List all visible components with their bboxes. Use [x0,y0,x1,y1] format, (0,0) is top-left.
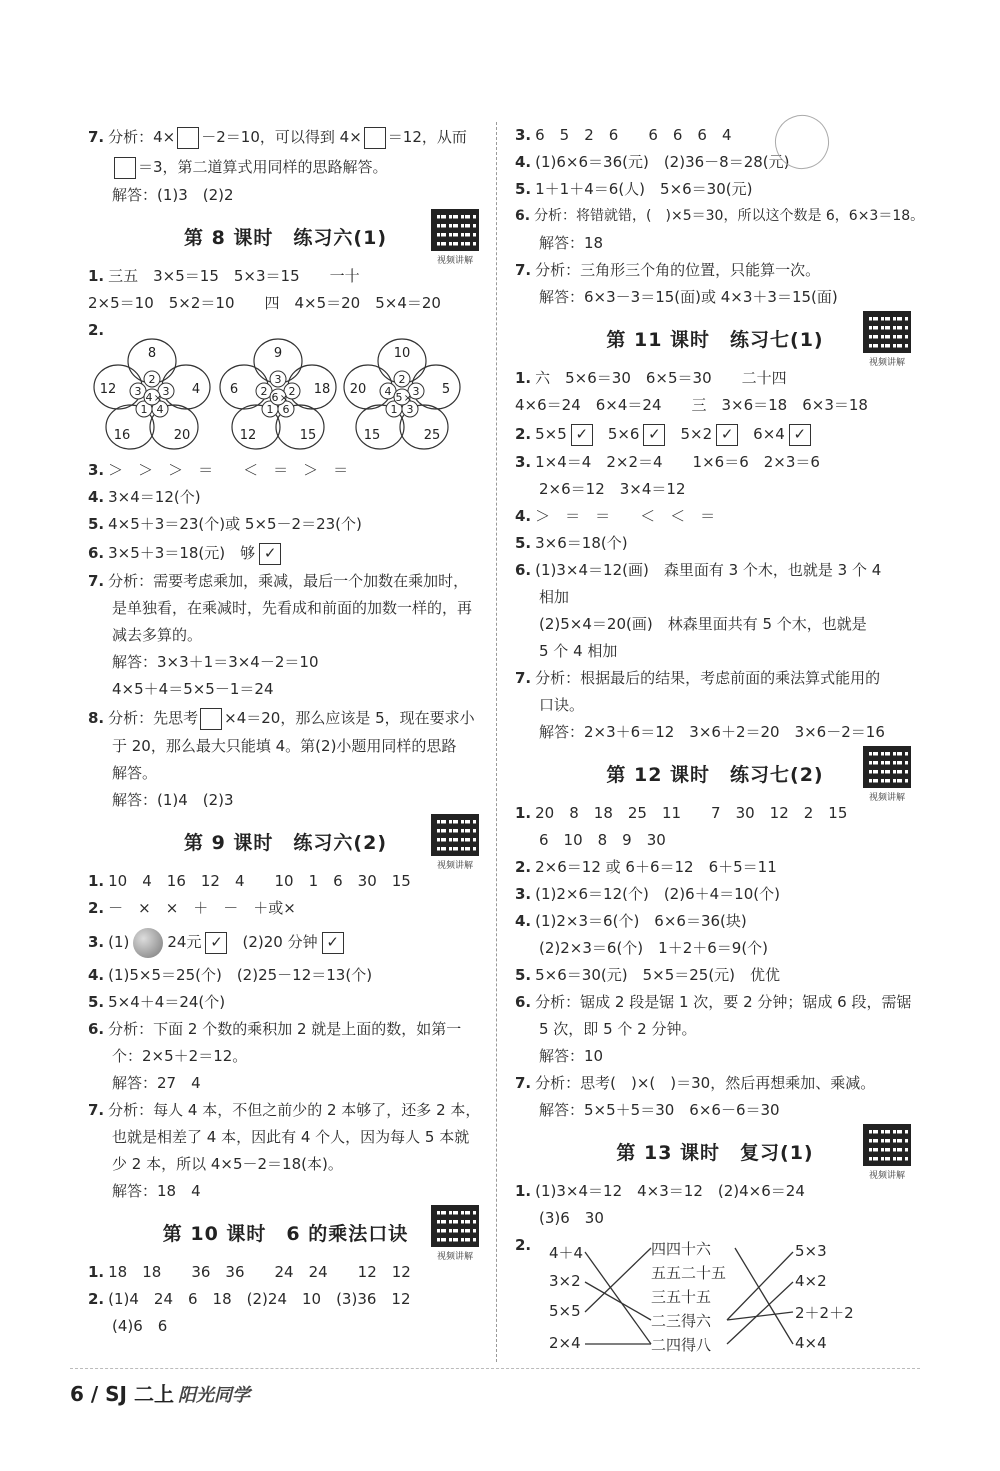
question-3: 3. (1)2×6＝12(个) (2)6＋4＝10(个) [515,885,780,903]
match-left-item: 4＋4 [549,1244,584,1262]
question-7-line3: 减去多算的。 [112,626,203,644]
lesson-title: 第 13 课时 复习(1) [616,1141,814,1164]
question-1: 1. 20 8 18 25 11 7 30 12 2 15 [515,804,848,822]
question-7a: 7. 分析：4× －2＝10，可以得到 4× ＝12，从而 [88,122,483,152]
question-7: 7. 分析：需要考虑乘加，乘减，最后一个加数在乘加时， [88,572,469,590]
match-left-item: 2×4 [549,1334,581,1352]
question-7: 7. 分析：思考( )×( )＝30，然后再想乘加、乘减。 [515,1074,876,1092]
question-7-line3: 少 2 本，所以 4×5－2＝18(本)。 [112,1155,343,1173]
flower-number: 20 [173,428,191,443]
flower-number: 9 [273,346,283,361]
answer: 解答：6×3－3＝15(面)或 4×3＋3＝15(面) [539,288,838,306]
question-1: 1. 10 4 16 12 4 10 1 6 30 15 [88,872,411,890]
answer: 解答：10 [539,1047,604,1065]
question-3-line2: 2×6＝12 3×4＝12 [539,480,686,498]
blank-box [200,708,222,730]
question-6-line2: 相加 [539,588,570,606]
question-3: 3. 6 5 2 6 6 6 6 4 [515,126,732,144]
question-6: 6. (1)3×4＝12(画) 森里面有 3 个木，也就是 3 个 4 [515,561,882,579]
answer: 解答：(1)4 (2)3 [112,791,234,809]
lesson-header [88,1205,483,1262]
flower-number: 4 [191,382,201,397]
match-middle-item: 四四十六 [651,1240,712,1258]
question-6-line4: 5 个 4 相加 [539,642,618,660]
question-1-line2: 2×5＝10 5×2＝10 四 4×5＝20 5×4＝20 [88,294,441,312]
lesson-title: 第 9 课时 练习六(2) [183,831,388,854]
question-5: 5. 5×4＋4＝24(个) [88,993,226,1011]
question-1-line2: 4×6＝24 6×4＝24 三 3×6＝18 6×3＝18 [515,396,868,414]
right-column [515,122,925,1362]
flower-number: × [153,393,163,404]
flower-number: 5 [441,382,451,397]
flower-number: 16 [113,428,131,443]
flower-number: 15 [363,428,381,443]
question-4-line2: (2)2×3＝6(个) 1＋2＋6＝9(个) [539,939,769,957]
flower-number: 3 [412,385,420,398]
qr-code[interactable]: 视频讲解 [859,311,915,368]
answer: 解答：5×5＋5＝30 6×6－6＝30 [539,1101,780,1119]
qr-code-icon [431,209,479,251]
answer: 解答：3×3＋1＝3×4－2＝10 [112,653,319,671]
match-right-item: 5×3 [795,1242,827,1260]
answer-line2: 4×5＋4＝5×5－1＝24 [112,680,274,698]
flower-number: 10 [393,346,411,361]
question-8-line3: 解答。 [112,764,158,782]
flowers-svg [88,337,483,457]
question-6: 6. 分析：锯成 2 段是锯 1 次，要 2 分钟；锯成 6 段，需锯 [515,993,912,1011]
flower-number: 12 [99,382,117,397]
question-2: 2. (1)4 24 6 18 (2)24 10 (3)36 12 [88,1290,411,1308]
matching-diagram [515,1242,915,1362]
question-4: 4. ＞ ＝ ＝ ＜ ＜ ＝ [515,507,716,525]
question-6-line2: 5 次，即 5 个 2 分钟。 [539,1020,697,1038]
page-number: 6 / SJ 二上 [70,1382,174,1406]
question-7-line2: 是单独看，在乘减时，先看成和前面的加数一样的，再 [112,599,473,617]
question-5: 5. 4×5＋3＝23(个)或 5×5－2＝23(个) [88,515,362,533]
qr-code[interactable]: 视频讲解 [427,1205,483,1262]
flower-number: 6 [229,382,239,397]
flower-number: 20 [349,382,367,397]
answer: 解答：2×3＋6＝12 3×6＋2＝20 3×6－2＝16 [539,723,885,741]
flower-number: 25 [423,428,441,443]
footer-rule [70,1368,920,1369]
flower-number: × [403,393,413,404]
match-left-item: 5×5 [549,1302,581,1320]
flower-number: 4 [156,403,164,416]
answer: 解答：27 4 [112,1074,201,1092]
qr-code[interactable]: 视频讲解 [427,814,483,871]
flower-diagrams [88,337,483,457]
flower-number: 18 [313,382,331,397]
flower-number: 3 [162,385,170,398]
lesson-header [515,1124,915,1181]
question-4: 4. (1)6×6＝36(元) (2)36－8＝28(元) [515,153,790,171]
question-1: 1. 六 5×6＝30 6×5＝30 二十四 [515,369,787,387]
match-line [585,1248,651,1312]
lesson-title: 第 10 课时 6 的乘法口诀 [162,1222,409,1245]
column-divider [496,122,497,1362]
check-box: ✓ [259,543,281,565]
question-2: 2. [88,321,105,339]
question-4: 4. (1)5×5＝25(个) (2)25－12＝13(个) [88,966,373,984]
match-middle-item: 二三得六 [651,1312,712,1330]
question-5: 5. 5×6＝30(元) 5×5＝25(元) 优优 [515,966,781,984]
question-2: 2. [515,1236,532,1254]
question-6-line2: 个：2×5＋2＝12。 [112,1047,248,1065]
check-box: ✓ [789,424,811,446]
check-box: ✓ [571,424,593,446]
question-1-line2: 6 10 8 9 30 [539,831,666,849]
match-line [585,1252,651,1344]
flower-number: 15 [299,428,317,443]
left-column [88,122,483,1340]
qr-code-icon [863,1124,911,1166]
question-7: 7. 分析：根据最后的结果，考虑前面的乘法算式能用的 [515,669,881,687]
question-6: 6. 分析：下面 2 个数的乘积加 2 就是上面的数，如第一 [88,1020,462,1038]
qr-code-icon [431,814,479,856]
question-8: 8. 分析：先思考 ×4＝20，那么应该是 5，现在要求小 [88,703,483,733]
flower-number: 2 [398,373,406,386]
question-1: 1. 三五 3×5＝15 5×3＝15 一十 [88,267,360,285]
check-box: ✓ [205,932,227,954]
brand-logo: 阳光同学 [177,1385,250,1406]
question-3: 3. (1) 24元 ✓ (2)20 分钟 ✓ [88,922,483,962]
match-line [585,1282,651,1320]
question-7-line2: 口诀。 [539,696,585,714]
question-7: 7. 分析：每人 4 本，不但之前少的 2 本够了，还多 2 本， [88,1101,481,1119]
flower-number: 2 [260,385,268,398]
blank-box [177,127,199,149]
flower-number: 2 [148,373,156,386]
flower-number: 4 [384,385,392,398]
check-box: ✓ [643,424,665,446]
flower-number: 2 [288,385,296,398]
question-2: 2. 2×6＝12 或 6＋6＝12 6＋5＝11 [515,858,777,876]
flower-number: 8 [147,346,157,361]
lesson-title: 第 11 课时 练习七(1) [606,328,824,351]
flower-number: 3 [406,403,414,416]
match-right-item: 4×4 [795,1334,827,1352]
question-5: 5. 1＋1＋4＝6(人) 5×6＝30(元) [515,180,753,198]
question-2: 2. 5×5 ✓ 5×6 ✓ 5×2 ✓ 6×4 ✓ [515,419,915,449]
question-2-line2: (4)6 6 [112,1317,168,1335]
question-7a-line2: ＝3，第二道算式用同样的思路解答。 [88,152,483,182]
blank-box [364,127,386,149]
flower-number: × [279,393,289,404]
qr-code-icon [431,1205,479,1247]
question-2: 2. － × × ＋ － ＋或× [88,899,296,917]
question-1: 1. (1)3×4＝12 4×3＝12 (2)4×6＝24 [515,1182,805,1200]
question-6-line3: (2)5×4＝20(画) 林森里面共有 5 个木，也就是 [539,615,867,633]
lesson-header [515,746,915,803]
check-box: ✓ [716,424,738,446]
flower-number: 3 [134,385,142,398]
question-5: 5. 3×6＝18(个) [515,534,628,552]
question-1: 1. 18 18 36 36 24 24 12 12 [88,1263,411,1281]
flower-number: 5 [395,391,403,404]
match-right-item: 4×2 [795,1272,827,1290]
question-6: 6. 分析：将错就错，( )×5＝30，所以这个数是 6，6×3＝18。 [515,208,925,224]
question-1-line2: (3)6 30 [539,1209,604,1227]
flower-number: 6 [282,403,290,416]
match-left-item: 3×2 [549,1272,581,1290]
match-middle-item: 五五二十五 [651,1264,727,1282]
flower-number: 6 [271,391,279,404]
match-right-item: 2＋2＋2 [795,1304,854,1322]
question-6: 6. 3×5＋3＝18(元) 够 ✓ [88,538,483,568]
flower-number: 3 [274,373,282,386]
qr-code[interactable]: 视频讲解 [427,209,483,266]
flower-number: 4 [145,391,153,404]
flower-number: 1 [266,403,274,416]
answer: 解答：(1)3 (2)2 [112,186,234,204]
volleyball-icon [133,928,163,958]
match-line [727,1252,793,1320]
flower-number: 1 [140,403,148,416]
flower-number: 1 [390,403,398,416]
lesson-header [515,311,915,368]
lesson-header [88,814,483,871]
lesson-title: 第 12 课时 练习七(2) [606,763,824,786]
qr-code-icon [863,746,911,788]
qr-code[interactable]: 视频讲解 [859,1124,915,1181]
question-3: 3. ＞ ＞ ＞ ＝ ＜ ＝ ＞ ＝ [88,461,349,479]
question-4: 4. (1)2×3＝6(个) 6×6＝36(块) [515,912,747,930]
footer-text [70,1378,250,1407]
flower-number: 12 [239,428,257,443]
question-7: 7. 分析：三角形三个角的位置，只能算一次。 [515,261,821,279]
qr-code[interactable]: 视频讲解 [859,746,915,803]
check-box: ✓ [322,932,344,954]
lesson-title: 第 8 课时 练习六(1) [183,226,388,249]
blank-box [114,157,136,179]
answer: 解答：18 4 [112,1182,201,1200]
match-middle-item: 三五十五 [651,1288,712,1306]
match-line [735,1248,793,1344]
answer: 解答：18 [539,234,604,252]
question-3: 3. 1×4＝4 2×2＝4 1×6＝6 2×3＝6 [515,453,820,471]
qr-code-icon [863,311,911,353]
question-7-line2: 也就是相差了 4 本，因此有 4 个人，因为每人 5 本就 [112,1128,470,1146]
lesson-header [88,209,483,266]
question-4: 4. 3×4＝12(个) [88,488,201,506]
question-8-line2: 于 20，那么最大只能填 4。第(2)小题用同样的思路 [112,737,457,755]
match-middle-item: 二四得八 [651,1336,712,1354]
